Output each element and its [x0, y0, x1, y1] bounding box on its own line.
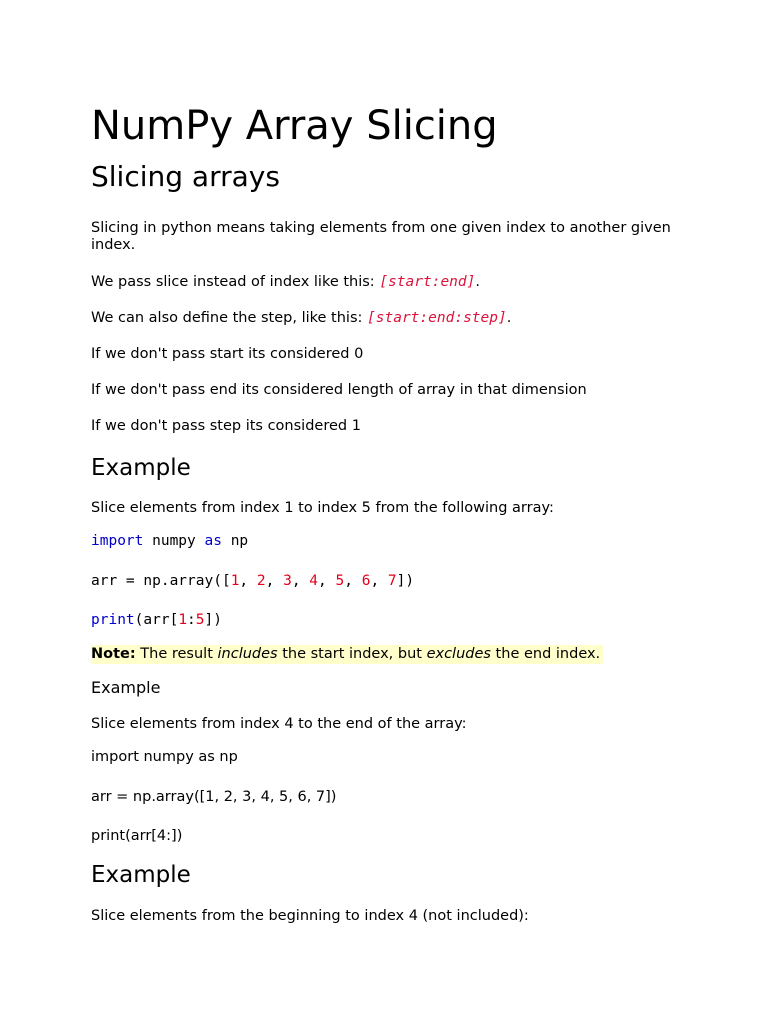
code-text: (arr[ — [134, 612, 179, 628]
note-paragraph — [91, 646, 603, 663]
param-step: step — [463, 310, 498, 326]
code-number: 5 — [335, 573, 345, 589]
note-emphasis: excludes — [426, 646, 491, 662]
example-description: Slice elements from index 4 to the end of the array: — [91, 716, 467, 732]
bracket-open: [ — [367, 310, 376, 326]
step-default-paragraph: If we don't pass step its considered 1 — [91, 418, 361, 434]
define-step-paragraph — [91, 310, 511, 327]
code-line-print: print(arr[4:]) — [91, 828, 183, 844]
slice-syntax-code — [379, 274, 475, 290]
code-separator: , — [370, 573, 388, 589]
code-text: : — [187, 612, 196, 628]
code-text: np — [221, 533, 249, 549]
code-number: 6 — [361, 573, 371, 589]
note-label: Note: — [91, 646, 136, 662]
example-heading: Example — [91, 862, 191, 888]
note-highlight — [91, 645, 603, 664]
code-number: 7 — [387, 573, 397, 589]
start-default-paragraph: If we don't pass start its considered 0 — [91, 346, 364, 362]
code-text: numpy — [143, 533, 205, 549]
note-text: the end index. — [490, 646, 601, 662]
bracket-open: [ — [379, 274, 389, 290]
param-end: end — [428, 310, 455, 326]
code-keyword: import — [91, 533, 144, 549]
param-end: end — [440, 274, 467, 290]
page-title: NumPy Array Slicing — [91, 103, 498, 149]
define-step-text: We can also define the step, like this: — [91, 310, 368, 326]
code-separator: , — [265, 573, 284, 589]
code-number: 5 — [195, 612, 205, 628]
example-description: Slice elements from the beginning to index 4 (not included): — [91, 908, 529, 924]
code-number: 1 — [178, 612, 188, 628]
code-keyword: print — [91, 612, 135, 628]
bracket-close: ] — [466, 274, 476, 290]
code-line-import: import numpy as np — [91, 749, 238, 765]
code-line-array: arr = np.array([1, 2, 3, 4, 5, 6, 7]) — [91, 789, 337, 805]
pass-slice-paragraph — [91, 274, 480, 291]
section-heading: Slicing arrays — [91, 160, 280, 193]
pass-slice-text: We pass slice instead of index like this: — [91, 274, 380, 290]
param-start: start — [375, 310, 420, 326]
colon: : — [431, 274, 441, 290]
code-keyword: as — [204, 533, 222, 549]
code-number: 3 — [283, 573, 292, 589]
code-number: 2 — [256, 573, 266, 589]
period: . — [475, 274, 480, 290]
period: . — [506, 310, 512, 326]
code-text: ]) — [204, 612, 222, 628]
colon: : — [454, 310, 464, 326]
code-number: 1 — [230, 573, 240, 589]
intro-paragraph: Slicing in python means taking elements from one given index to another given index. — [91, 220, 671, 253]
colon: : — [419, 310, 429, 326]
code-separator: , — [291, 573, 310, 589]
example-description: Slice elements from index 1 to index 5 from the following array: — [91, 500, 554, 516]
code-text: ]) — [396, 573, 415, 589]
step-syntax-code — [367, 310, 507, 326]
note-text: The result — [135, 646, 218, 662]
bracket-close: ] — [498, 310, 507, 326]
code-text: arr = np.array([ — [91, 573, 231, 589]
code-separator: , — [344, 573, 362, 589]
end-default-paragraph: If we don't pass end its considered length of array in that dimension — [91, 382, 587, 398]
param-start: start — [388, 274, 432, 290]
code-line-array — [91, 573, 414, 590]
code-line-print — [91, 612, 222, 629]
example-heading: Example — [91, 455, 191, 481]
code-separator: , — [239, 573, 257, 589]
example-heading: Example — [91, 678, 161, 697]
code-line-import — [91, 533, 248, 550]
note-emphasis: includes — [217, 646, 278, 662]
note-text: the start index, but — [277, 646, 427, 662]
code-separator: , — [318, 573, 336, 589]
code-number: 4 — [309, 573, 319, 589]
code-array-values — [231, 573, 397, 589]
